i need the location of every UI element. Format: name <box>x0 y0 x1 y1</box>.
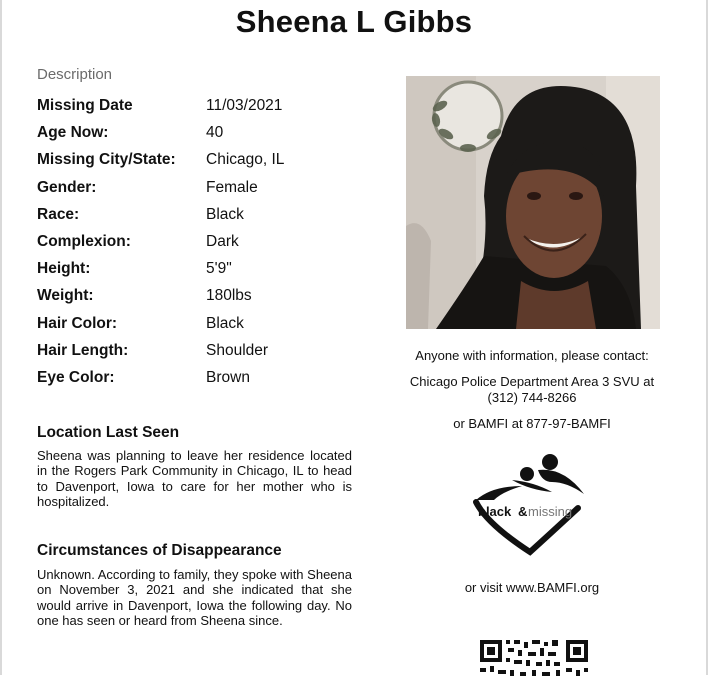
fact-row <box>37 233 367 260</box>
facts-list <box>37 97 367 396</box>
fact-label: Hair Color: <box>37 314 118 332</box>
fact-value: 5'9" <box>206 260 232 278</box>
fact-label: Height: <box>37 260 91 278</box>
fact-row <box>37 369 367 396</box>
circumstances-text: Unknown. According to family, they spoke with Sheena on November 3, 2021 and she indicated that she would arrive in Davenport, Iowa the following day. No one has seen or heard from Sheena since. <box>37 567 352 629</box>
bamfi-website: or visit www.BAMFI.org <box>464 580 600 595</box>
fact-value: 180lbs <box>206 287 252 305</box>
fact-value: Black <box>206 205 244 223</box>
fact-label: Missing City/State: <box>37 151 176 169</box>
fact-value: 11/03/2021 <box>206 97 283 114</box>
fact-value: Black <box>206 314 244 332</box>
location-heading: Location Last Seen <box>37 424 180 441</box>
fact-row <box>37 287 367 314</box>
fact-label: Age Now: <box>37 124 109 142</box>
bamfi-phone: or BAMFI at 877-97-BAMFI <box>453 416 611 431</box>
fact-label: Hair Length: <box>37 341 129 359</box>
black-and-missing-logo <box>472 452 590 556</box>
police-phone: (312) 744-8266 <box>487 390 577 405</box>
fact-label: Race: <box>37 205 80 223</box>
fact-label: Weight: <box>37 287 94 305</box>
description-label: Description <box>37 66 113 83</box>
fact-row <box>37 206 367 233</box>
page-title: Sheena L Gibbs <box>235 4 473 39</box>
contact-intro: Anyone with information, please contact: <box>415 348 649 363</box>
qr-code <box>480 640 592 680</box>
police-contact-line: Chicago Police Department Area 3 SVU at <box>409 374 655 389</box>
page-border-left <box>0 0 2 675</box>
fact-value: Dark <box>206 232 239 250</box>
fact-row <box>37 342 367 369</box>
fact-value: 40 <box>206 124 224 142</box>
fact-value: Female <box>206 178 258 196</box>
fact-row <box>37 151 367 178</box>
fact-row <box>37 97 367 124</box>
fact-label: Eye Color: <box>37 368 115 386</box>
logo-text-amp: & <box>518 504 528 519</box>
fact-label: Complexion: <box>37 232 131 250</box>
circumstances-heading: Circumstances of Disappearance <box>37 542 282 559</box>
fact-value: Chicago, IL <box>206 151 285 169</box>
fact-row <box>37 260 367 287</box>
location-text: Sheena was planning to leave her residence located in the Rogers Park Community in Chicago, IL to head to Davenport, Iowa to care for her mother who is hospitalized. <box>37 448 352 510</box>
logo-text-missing: missing <box>528 504 573 519</box>
fact-row <box>37 179 367 206</box>
missing-person-photo <box>406 76 660 329</box>
logo-text-black: black <box>478 504 512 519</box>
fact-value: Shoulder <box>206 341 269 359</box>
fact-value: Brown <box>206 368 250 386</box>
fact-label: Gender: <box>37 178 97 196</box>
fact-row <box>37 315 367 342</box>
fact-row <box>37 124 367 151</box>
fact-label: Missing Date <box>37 97 133 114</box>
